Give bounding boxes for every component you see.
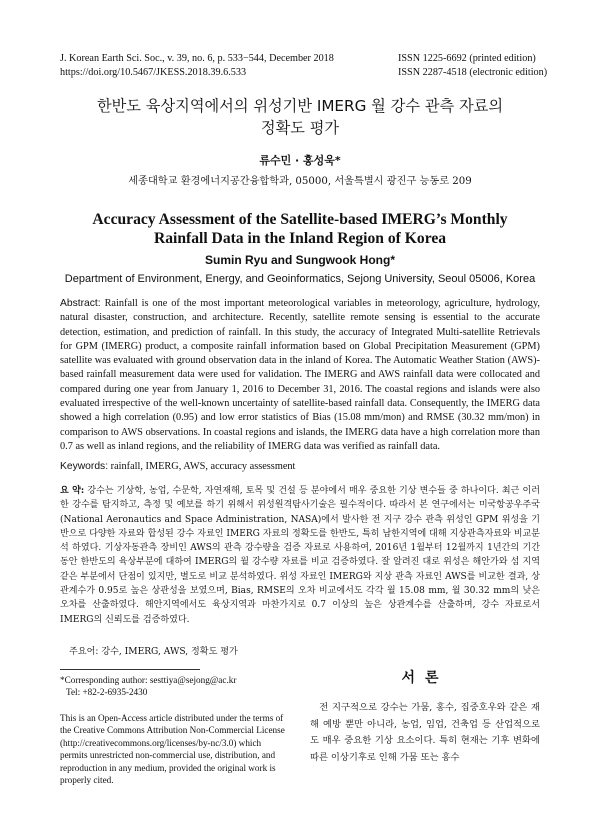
- english-title-line-2: Rainfall Data in the Inland Region of Korea: [153, 230, 447, 247]
- journal-header: [60, 52, 334, 80]
- introduction-text: 전 지구적으로 강수는 가뭄, 홍수, 집중호우와 같은 재해 예방 뿐만 아니라, 농업, 임업, 건축업 등 산업적으로도 매우 중요한 기상 요소이다. 특히 현재는 기후 변화에 따른 이상기후로 인해 가뭄 또는 홍수: [310, 702, 540, 763]
- korean-authors: 류수민 · 홍성욱*: [259, 154, 341, 167]
- open-access-footnote: This is an Open-Access article distributed under the terms of the Creative Commons Attribution Non-Commercial License (http://creativecommons.org/licenses/by-nc/3.0) which permits unrestricted non-commercial use, distribution, and reproduction in any medium, provided the original work is properly cited.: [60, 713, 285, 786]
- issn-header: [398, 52, 547, 80]
- korean-title: [40, 95, 560, 139]
- abstract-label: Abstract:: [60, 298, 101, 309]
- section-heading: 서론: [401, 670, 449, 686]
- korean-keywords: [69, 644, 539, 657]
- abstract-text: Rainfall is one of the most important meteorological variables in meteorology, agriculture, hydrology, natural disaster, construction, and architecture. Recently, satellite remote sensing is essential to the accurate detection, estimation, and prediction of rainfall. In this study, the accuracy of Integrated Multi-satellite Retrievals for GPM (IMERG) product, a composite rainfall information based on Global Precipitation Measurement (GPM) satellite was evaluated with ground observation data in the inland of Korea. The Automatic Weather Station (AWS)-based rainfall measurement data were used for validation. The IMERG and AWS rainfall data were collocated and compared during one year from January 1, 2016 to December 31, 2016. The coastal regions and islands were also evaluated irrespective of the well-known uncertainty of satellite-based rainfall data. Consequently, the IMERG data showed a high correlation (0.95) and low error statistics of Bias (15.08 mm/mon) and RMSE (30.32 mm/mon) in comparison to AWS observations. In coastal regions and islands, the IMERG data have a high correlation more than 0.7 as well as inland regions, and the reliability of IMERG data was verified as rainfall data.: [60, 298, 540, 452]
- issn-electronic: ISSN 2287-4518 (electronic edition): [398, 67, 548, 78]
- english-abstract: [60, 297, 540, 454]
- footnote-divider: [60, 669, 200, 670]
- korean-title-line-1: 한반도 육상지역에서의 위성기반 IMERG 월 강수 관측 자료의: [96, 97, 504, 115]
- keywords-text: rainfall, IMERG, AWS, accuracy assessment: [108, 461, 296, 472]
- journal-citation: J. Korean Earth Sci. Soc., v. 39, no. 6, p. 533−544, December 2018: [60, 53, 334, 64]
- korean-abstract-label: 요 약:: [60, 486, 85, 496]
- corresponding-tel: Tel: +82-2-6935-2430: [66, 687, 148, 698]
- english-affiliation: Department of Environment, Energy, and Geoinformatics, Sejong University, Seoul 05006, Korea: [64, 273, 536, 285]
- corresponding-author: *Corresponding author: sesttiya@sejong@ac.kr: [60, 675, 237, 685]
- korean-keywords-text: 강수, IMERG, AWS, 정확도 평가: [98, 647, 238, 657]
- korean-title-line-2: 정확도 평가: [260, 119, 340, 137]
- korean-abstract-text: 강수는 기상학, 농업, 수문학, 자연재해, 토목 및 건설 등 분야에서 매우 중요한 기상 변수들 중 하나이다. 최근 이러한 강수를 탐지하고, 측정 및 예보를 하기 위해서 위성원격탐사기술은 필수적이다. 따라서 본 연구에서는 미국항공우주국(National Aeronautics and Space Administration, NASA)에서 발사한 전 지구 강수 관측 위성인 GPM 위성을 기반으로 다양한 자료와 합성된 강수 자료인 IMERG 자료의 정확도를 한반도, 특히 남한지역에 대해 지상관측자료와 비교분석 하였다. 기상자동관측 장비인 AWS의 관측 강수량을 검증 자료로 사용하여, 2016년 1월부터 12월까지 1년간의 기간 동안 한반도의 육상부분에 대하여 IMERG의 월 강수량 자료를 비교 검증하였다. 잘 알려진 대로 위성은 해안가와 섬 지역 같은 부분에서 단점이 있지만, 별도로 비교 분석하였다. 위성 자료인 IMERG와 지상 관측 자료인 AWS를 비교한 결과, 상관계수가 0.95로 높은 상관성을 보였으며, Bias, RMSE의 오차 비교에서도 각각 월 15.08 mm, 월 30.32 mm의 낮은 오차를 산출하였다. 해안지역에서도 육상지역과 마찬가지로 0.7 이상의 높은 상관계수를 산출하며, 강수 자료로서 IMERG의 신뢰도를 검증하였다.: [60, 486, 540, 625]
- korean-keywords-label: 주요어:: [69, 647, 99, 657]
- korean-abstract: [60, 484, 540, 627]
- english-title: [40, 210, 560, 248]
- english-keywords: [60, 461, 540, 472]
- english-authors: Sumin Ryu and Sungwook Hong*: [205, 253, 395, 267]
- corresponding-footnote: [60, 674, 290, 699]
- doi-link[interactable]: https://doi.org/10.5467/JKESS.2018.39.6.533: [60, 67, 247, 78]
- keywords-label: Keywords:: [60, 461, 109, 472]
- korean-affiliation: 세종대학교 환경에너지공간융합학과, 05000, 서울특별시 광진구 능동로 209: [128, 176, 472, 187]
- english-title-line-1: Accuracy Assessment of the Satellite-based IMERG’s Monthly: [92, 211, 508, 228]
- issn-print: ISSN 1225-6692 (printed edition): [398, 53, 536, 64]
